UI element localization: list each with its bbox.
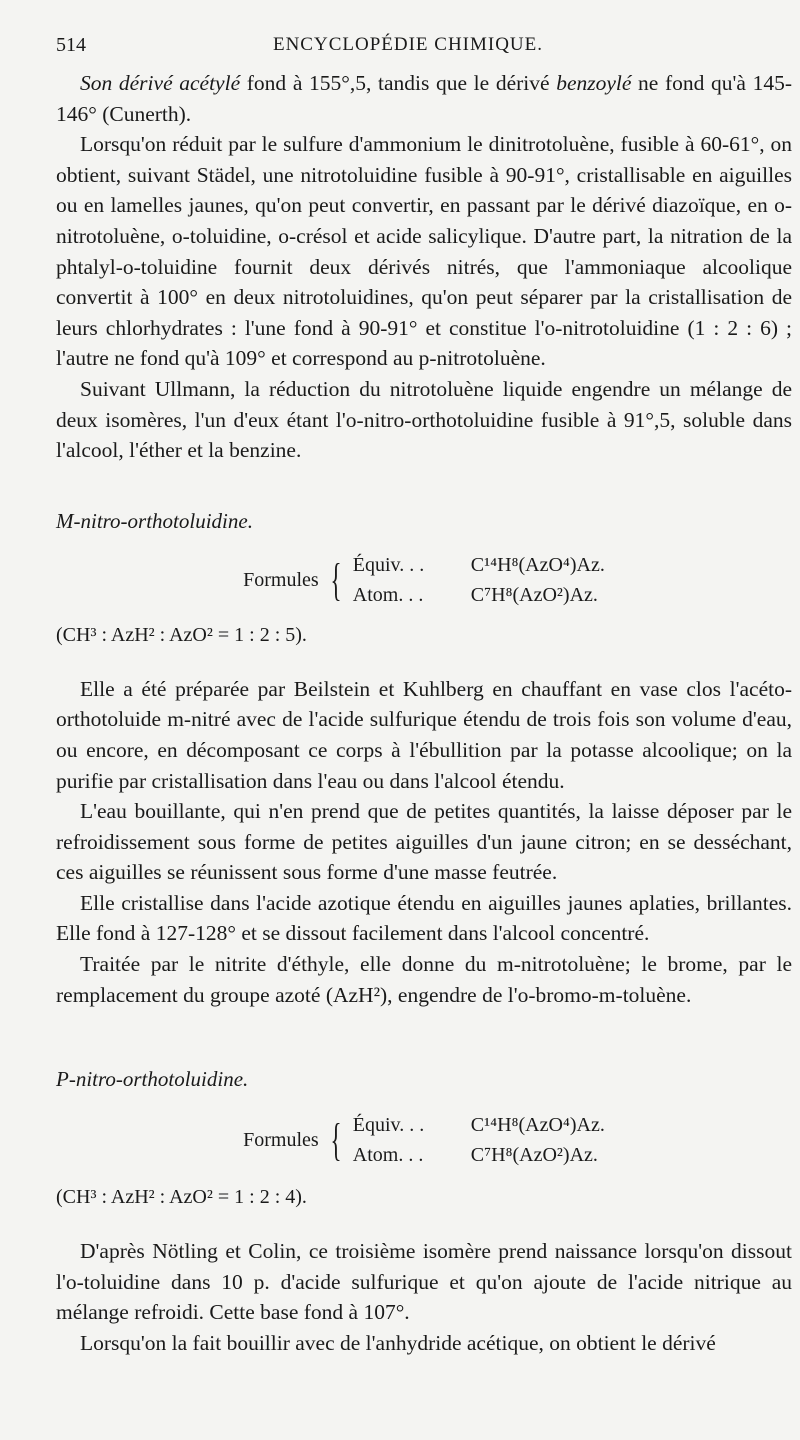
paragraph: D'après Nötling et Colin, ce troisième isomère prend naissance lorsqu'on dissout l'o-toluidine dans 10 p. d'acide sulfurique et qu'on ajoute de l'acide nitrique au mélange refroidi. Cette base fond à 107°. [56,1239,792,1325]
formules-label: Formules [243,1129,319,1152]
section-title-m-nitro: M-nitro-orthotoluidine. [56,508,253,533]
running-title: ENCYCLOPÉDIE CHIMIQUE. [272,34,544,55]
substitution-ratio: (CH³ : AzH² : AzO² = 1 : 2 : 4). [56,1186,307,1209]
substitution-ratio: (CH³ : AzH² : AzO² = 1 : 2 : 5). [56,623,307,646]
paragraph: Lorsqu'on réduit par le sulfure d'ammonium le dinitrotoluène, fusible à 60-61°, on obtient, suivant Städel, une nitrotoluidine fusible à 90-91°, cristallisable en aiguilles ou en lamelles jaunes, qu'on peut convertir, en passant par le dérivé diazoïque, en o-nitrotoluène, o-toluidine, o-crésol et acide salicylique. D'autre part, la nitration de la phtalyl-o-toluidine fournit deux dérivés nitrés, que l'ammoniaque alcoolique convertit à 100° en deux nitrotoluidines, qu'on peut séparer par la cristallisation de leurs chlorhydrates : l'une fond à 90-91° et constitue l'o-nitrotoluidine (1 : 2 : 6) ; l'autre ne fond qu'à 109° et correspond au p-nitrotoluène. [56,132,792,371]
page-header [56,34,760,58]
brace-icon: { [330,1114,342,1166]
paragraph: Lorsqu'on la fait bouillir avec de l'anhydride acétique, on obtient le dérivé [80,1331,716,1356]
section-title-p-nitro: P-nitro-orthotoluidine. [56,1067,249,1092]
paragraph: Suivant Ullmann, la réduction du nitrotoluène liquide engendre un mélange de deux isomères, l'un d'eux étant l'o-nitro-orthotoluidine fusible à 91°,5, soluble dans l'alcool, l'éther et la benzine. [56,376,792,463]
paragraph [56,68,792,129]
text-run: fond à 155°,5, tandis que le dérivé [240,71,557,95]
paragraph: L'eau bouillante, qui n'en prend que de petites quantités, la laisse déposer par le refroidissement sous forme de petites aiguilles d'un jaune citron; en se desséchant, ces aiguilles se réunissent sous forme d'une masse feutrée. [56,799,792,885]
text-run: ne fond qu'à 145-146° (Cunerth). [56,71,792,126]
equiv-label: Équiv. . . [352,553,425,576]
page-number: 514 [56,34,86,56]
italic-term: Son dérivé acétylé [80,71,241,95]
paragraph: Traitée par le nitrite d'éthyle, elle donne du m-nitrotoluène; le brome, par le remplacement du groupe azoté (AzH²), engendre de l'o-bromo-m-toluène. [56,952,792,1007]
formules-label: Formules [243,568,319,591]
body-text [56,68,792,1359]
brace-icon: { [330,553,342,605]
equiv-formula: C¹⁴H⁸(AzO⁴)Az. [470,1114,605,1137]
paragraph: Elle a été préparée par Beilstein et Kuhlberg en chauffant en vase clos l'acéto-orthotoluide m-nitré avec de l'acide sulfurique étendu de trois fois son volume d'eau, ou encore, en décomposant ce corps à l'ébullition par la potasse alcoolique; on la purifie par cristallisation dans l'eau ou dans l'alcool étendu. [56,676,792,793]
equiv-formula: C¹⁴H⁸(AzO⁴)Az. [470,553,605,576]
atom-label: Atom. . . [352,1144,424,1167]
formula-block [56,550,792,610]
formula-line-equiv [353,550,605,580]
formula-line-atom [353,580,605,610]
formula-lines [353,550,605,610]
atom-formula: C⁷H⁸(AzO²)Az. [470,583,598,606]
formula-line-equiv [353,1110,605,1140]
equiv-label: Équiv. . . [352,1114,425,1137]
atom-label: Atom. . . [352,583,424,606]
formula-lines [353,1110,605,1170]
italic-term: benzoylé [556,71,632,95]
paragraph: Elle cristallise dans l'acide azotique étendu en aiguilles jaunes aplaties, brillantes. Elle fond à 127-128° et se dissout facilement dans l'alcool concentré. [56,890,792,946]
atom-formula: C⁷H⁸(AzO²)Az. [470,1144,598,1167]
formula-block [56,1110,792,1170]
formula-line-atom [353,1140,605,1170]
